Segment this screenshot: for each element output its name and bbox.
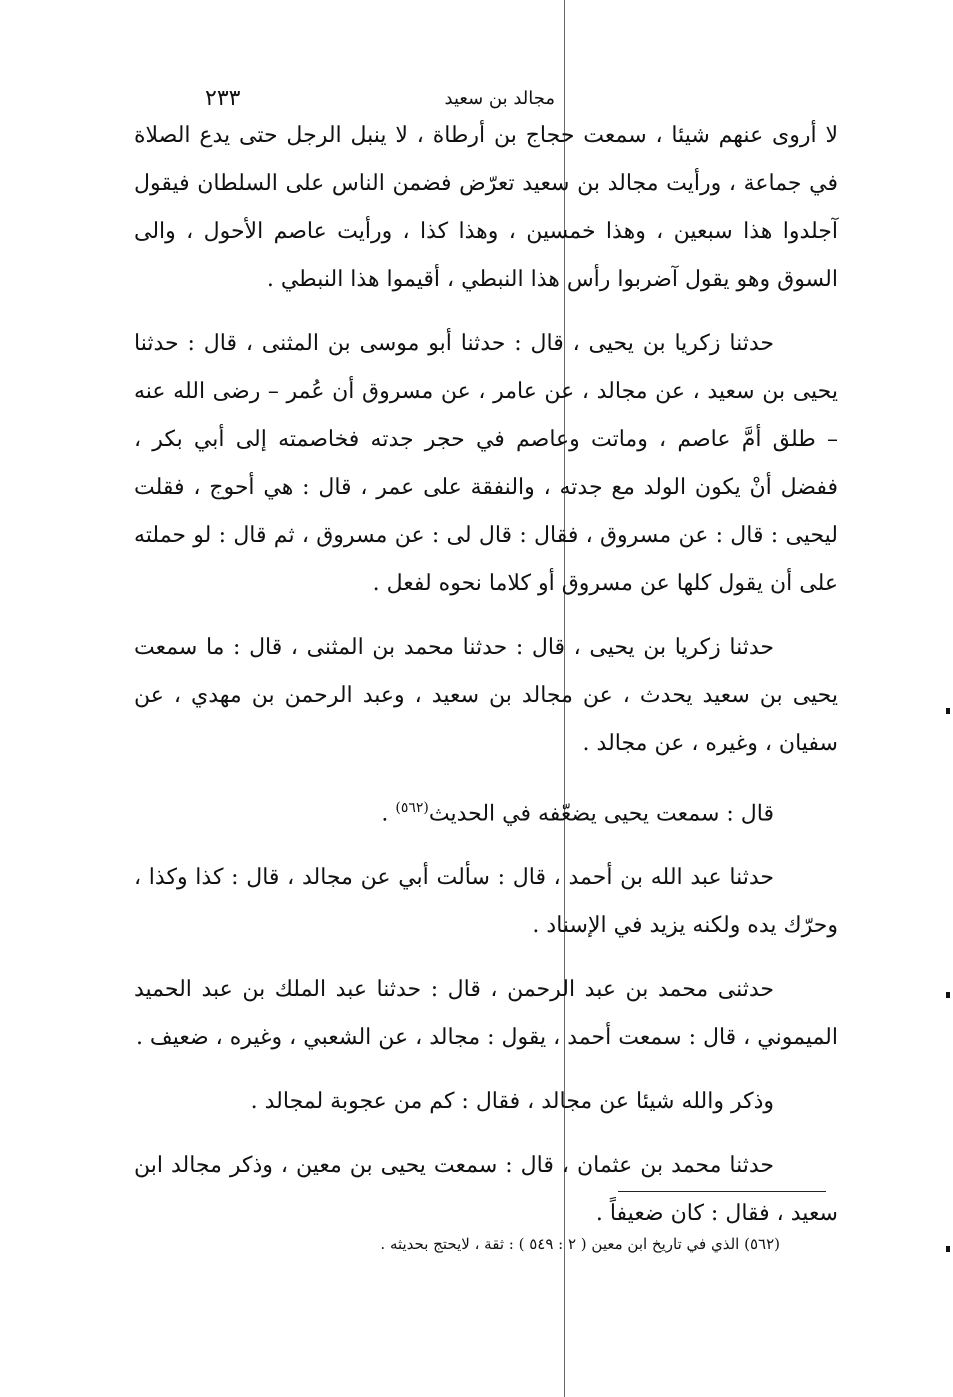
paragraph-text: لا أروى عنهم شيئا ، سمعت حجاج بن أرطاة ، لا ينبل الرجل حتى يدع الصلاة في جماعة ، ورأيت مجالد بن سعيد تعرّض فضمن الناس على السلطان فيقول آجلدوا هذا سبعين ، وهذا خمسين ، وهذا كذا ، ورأيت عاصم الأحول ، والى السوق وهو يقول آضربوا رأس هذا النبطي ، أقيموا هذا النبطي . (134, 123, 838, 292)
paragraph-text-main: قال : سمعت يحيى يضعّفه في الحديث (428, 801, 774, 827)
paragraph-2 (134, 320, 838, 608)
body-text (134, 112, 838, 1254)
footnote-divider (618, 1191, 826, 1192)
margin-mark (946, 708, 950, 714)
paragraph-text: حدثنى محمد بن عبد الرحمن ، قال : حدثنا عبد الملك بن عبد الحميد الميموني ، قال : سمعت أحمد ، يقول : مجالد ، عن الشعبي ، وغيره ، ضعيف . (134, 977, 838, 1051)
paragraph-text-tail: . (381, 801, 396, 827)
footnote-reference: (٥٦٢) (395, 800, 429, 816)
margin-mark (946, 1246, 950, 1252)
paragraph-4 (134, 784, 838, 838)
paragraph-text: حدثنا عبد الله بن أحمد ، قال : سألت أبي عن مجالد ، قال : كذا وكذا ، وحرّك يده ولكنه يزيد في الإسناد . (134, 865, 838, 939)
paragraph-5 (134, 854, 838, 950)
paragraph-6 (134, 966, 838, 1062)
paragraph-7 (134, 1078, 838, 1126)
paragraph-3 (134, 624, 838, 768)
margin-mark (946, 992, 950, 998)
paragraph-text: وذكر والله شيئا عن مجالد ، فقال : كم من عجوبة لمجالد . (250, 1089, 774, 1115)
paragraph-text: حدثنا محمد بن عثمان ، قال : سمعت يحيى بن معين ، وذكر مجالد ابن سعيد ، فقال : كان ضعيفاً . (134, 1153, 838, 1227)
paragraph-text (134, 784, 838, 838)
paragraph-text: حدثنا زكريا بن يحيى ، قال : حدثنا أبو موسى بن المثنى ، قال : حدثنا يحيى بن سعيد ، عن مجالد ، عن عامر ، عن مسروق أن عُمر – رضى الله عنه – طلق أمَّ عاصم ، وماتت وعاصم في حجر جدته فخاصمته إلى أبي بكر ، ففضل أنْ يكون الولد مع جدته ، والنفقة على عمر ، قال : هي أحوج ، فقلت ليحيى : قال : عن مسروق ، فقال : قال لى : عن مسروق ، ثم قال : لو حملته على أن يقول كلها عن مسروق أو كلاما نحوه لفعل . (134, 331, 838, 596)
paragraph-text: حدثنا زكريا بن يحيى ، قال : حدثنا محمد بن المثنى ، قال : ما سمعت يحيى بن سعيد يحدث ، عن مجالد بن سعيد ، وعبد الرحمن بن مهدي ، عن سفيان ، وغيره ، عن مجالد . (134, 635, 838, 756)
page-number: ٢٣٣ (205, 86, 241, 111)
running-title: مجالد بن سعيد (444, 88, 555, 109)
paragraph-1 (134, 112, 838, 304)
footnote: (٥٦٢) الذي في تاريخ ابن معين ( ٢ : ٥٤٩ ) : ثقة ، لايحتج بحديثه . (380, 1235, 780, 1253)
